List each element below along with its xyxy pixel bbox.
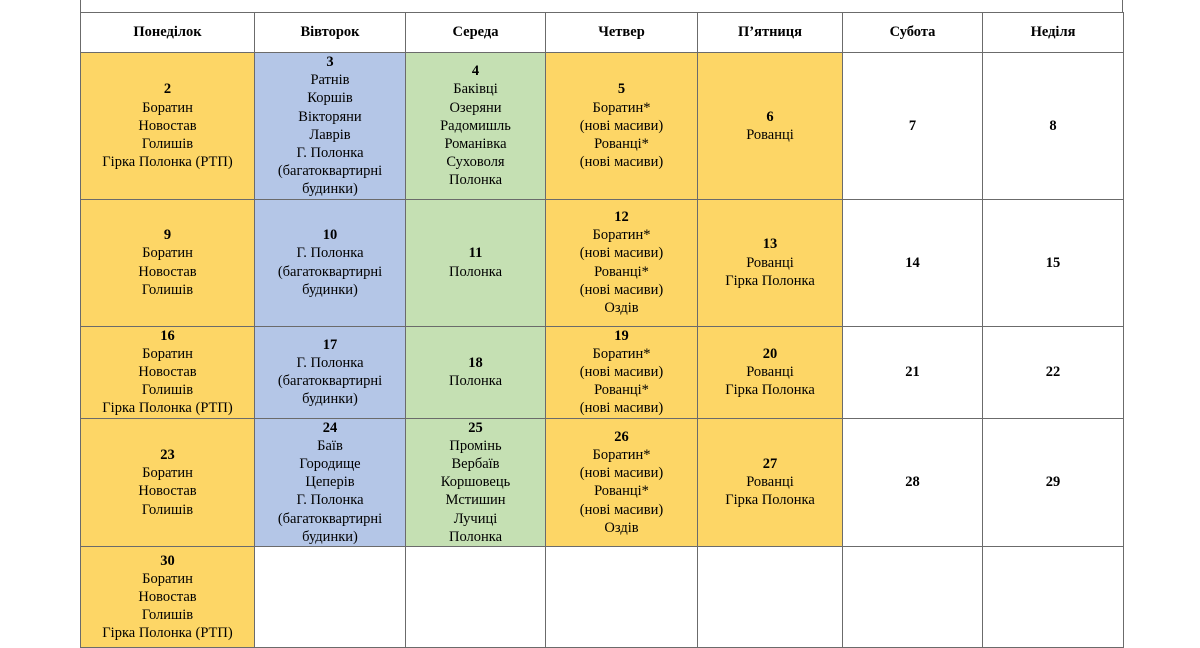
day-cell [983,199,1124,326]
settlement-name: Новостав [138,117,197,134]
settlement-name: Рованці* [594,263,649,280]
settlement-name: Г. Полонка [296,492,364,509]
day-number: 11 [468,245,483,262]
day-cell [406,199,546,326]
settlement-name: Лучиці [453,510,498,527]
settlement-name: Г. Полонка [296,245,364,262]
settlement-name: Оздів [604,519,639,536]
settlement-name: Боратин* [592,227,651,244]
settlement-name: Боратин* [592,99,651,116]
day-cell [983,326,1124,418]
settlement-name: Коршовець [440,474,511,491]
week-row [81,326,1124,418]
settlement-name: Новостав [138,588,197,605]
settlement-name: Голишів [141,607,194,624]
settlement-name: Мстишин [445,492,506,509]
day-number: 3 [326,54,334,70]
weekday-thursday: Четвер [546,13,698,53]
day-number: 6 [766,108,774,125]
settlement-name: Голишів [141,501,194,518]
day-cell [546,326,698,418]
settlement-name: будинки) [302,281,358,298]
weekday-saturday: Субота [843,13,983,53]
day-cell [843,547,983,648]
day-cell [81,53,255,200]
day-cell [698,418,843,546]
day-cell [255,326,406,418]
settlement-name: Цеперів [305,474,355,491]
day-number: 15 [1045,254,1061,271]
settlement-name: Озеряни [449,99,502,116]
day-cell [843,418,983,546]
settlement-name: Боратин* [592,446,651,463]
day-cell [698,199,843,326]
day-cell [698,547,843,648]
schedule-calendar-table [80,12,1124,648]
settlement-name: Рованці [746,254,794,271]
day-number: 28 [905,474,920,491]
settlement-name: Городище [299,456,361,473]
settlement-name: Гірка Полонка (РТП) [102,625,233,642]
settlement-name: Гірка Полонка [725,492,815,509]
day-number: 24 [322,419,338,436]
settlement-name: Новостав [138,364,197,381]
day-cell [698,326,843,418]
day-cell [255,53,406,200]
day-cell [255,547,406,648]
day-number: 23 [160,446,175,463]
day-cell [843,199,983,326]
day-number: 30 [160,552,175,569]
day-cell [406,418,546,546]
settlement-name: Полонка [448,528,503,545]
settlement-name: Голишів [141,382,194,399]
week-row [81,53,1124,200]
settlement-name: Лаврів [309,126,351,143]
settlement-name: Голишів [141,281,194,298]
settlement-name: Вікторяни [298,108,362,125]
weekday-header-row [81,13,1124,53]
day-cell [81,326,255,418]
settlement-name: (нові масиви) [579,364,664,381]
settlement-name: Г. Полонка [296,354,364,371]
day-cell [546,418,698,546]
settlement-name: Боратин [142,245,193,262]
day-cell [546,547,698,648]
week-row [81,418,1124,546]
weekday-sunday: Неділя [983,13,1124,53]
settlement-name: (нові масиви) [579,400,664,417]
day-cell [81,547,255,648]
settlement-name: Боратин [142,465,193,482]
settlement-name: (багатоквартирні [277,263,383,280]
day-number: 26 [614,428,629,445]
day-number: 19 [614,327,629,344]
settlement-name: Г. Полонка [296,145,364,162]
settlement-name: Боратин* [592,345,651,362]
day-cell [406,326,546,418]
settlement-name: Полонка [448,263,503,280]
settlement-name: Новостав [138,263,197,280]
day-number: 2 [163,81,172,98]
day-cell [406,53,546,200]
settlement-name: (нові масиви) [579,465,664,482]
day-number: 12 [614,209,629,226]
settlement-name: (багатоквартирні [277,163,383,180]
day-number: 20 [762,345,778,362]
day-number: 7 [908,117,917,134]
day-cell [255,199,406,326]
day-number: 22 [1045,364,1061,381]
settlement-name: Гірка Полонка (РТП) [102,154,233,171]
day-cell [983,53,1124,200]
day-number: 17 [322,336,338,353]
settlement-name: Боратин [142,345,193,362]
settlement-name: Боратин [142,570,193,587]
settlement-name: Гірка Полонка (РТП) [102,400,233,417]
settlement-name: Гірка Полонка [725,272,815,289]
day-number: 13 [762,236,778,253]
day-number: 16 [160,327,175,344]
day-cell [81,199,255,326]
weekday-wednesday: Середа [406,13,546,53]
settlement-name: Рованці* [594,135,649,152]
settlement-name: Вербаїв [451,456,500,473]
day-number: 21 [905,364,920,381]
day-number: 29 [1045,474,1061,491]
settlement-name: (багатоквартирні [277,510,383,527]
settlement-name: Рованці* [594,382,649,399]
settlement-name: Суховоля [446,154,505,171]
settlement-name: (нові масиви) [579,154,664,171]
settlement-name: (нові масиви) [579,281,664,298]
day-cell [546,199,698,326]
settlement-name: Романівка [444,135,507,152]
settlement-name: Боратин [142,99,193,116]
settlement-name: (нові масиви) [579,501,664,518]
settlement-name: будинки) [302,181,358,198]
settlement-name: Полонка [448,172,503,189]
settlement-name: будинки) [302,391,358,408]
day-number: 18 [468,354,483,371]
day-cell [983,547,1124,648]
day-number: 27 [762,456,778,473]
settlement-name: Гірка Полонка [725,382,815,399]
day-number: 10 [322,227,338,244]
weekday-friday: П’ятниця [698,13,843,53]
weekday-monday: Понеділок [81,13,255,53]
settlement-name: (багатоквартирні [277,373,383,390]
day-cell [81,418,255,546]
day-number: 14 [905,254,920,271]
day-cell [698,53,843,200]
settlement-name: (нові масиви) [579,117,664,134]
day-number: 5 [617,81,626,98]
settlement-name: Баківці [453,81,498,98]
day-cell [843,53,983,200]
settlement-name: Баїв [317,437,343,454]
day-cell [546,53,698,200]
day-number: 4 [471,63,480,80]
settlement-name: Рованці [746,474,794,491]
day-number: 25 [468,419,483,436]
settlement-name: Коршів [307,90,353,107]
settlement-name: Ратнів [310,72,350,89]
settlement-name: Рованці [746,126,794,143]
settlement-name: Голишів [141,135,194,152]
settlement-name: Радомишль [440,117,511,134]
day-cell [843,326,983,418]
settlement-name: Рованці [746,364,794,381]
settlement-name: Оздів [604,300,639,317]
week-row [81,547,1124,648]
settlement-name: Полонка [448,373,503,390]
settlement-name: Новостав [138,483,197,500]
weekday-tuesday: Вівторок [255,13,406,53]
week-row [81,199,1124,326]
settlement-name: будинки) [302,528,358,545]
day-number: 8 [1049,117,1057,134]
settlement-name: Промінь [449,437,502,454]
day-number: 9 [163,227,172,244]
day-cell [983,418,1124,546]
day-cell [406,547,546,648]
day-cell [255,418,406,546]
settlement-name: (нові масиви) [579,245,664,262]
calendar-body [81,53,1124,648]
settlement-name: Рованці* [594,483,649,500]
